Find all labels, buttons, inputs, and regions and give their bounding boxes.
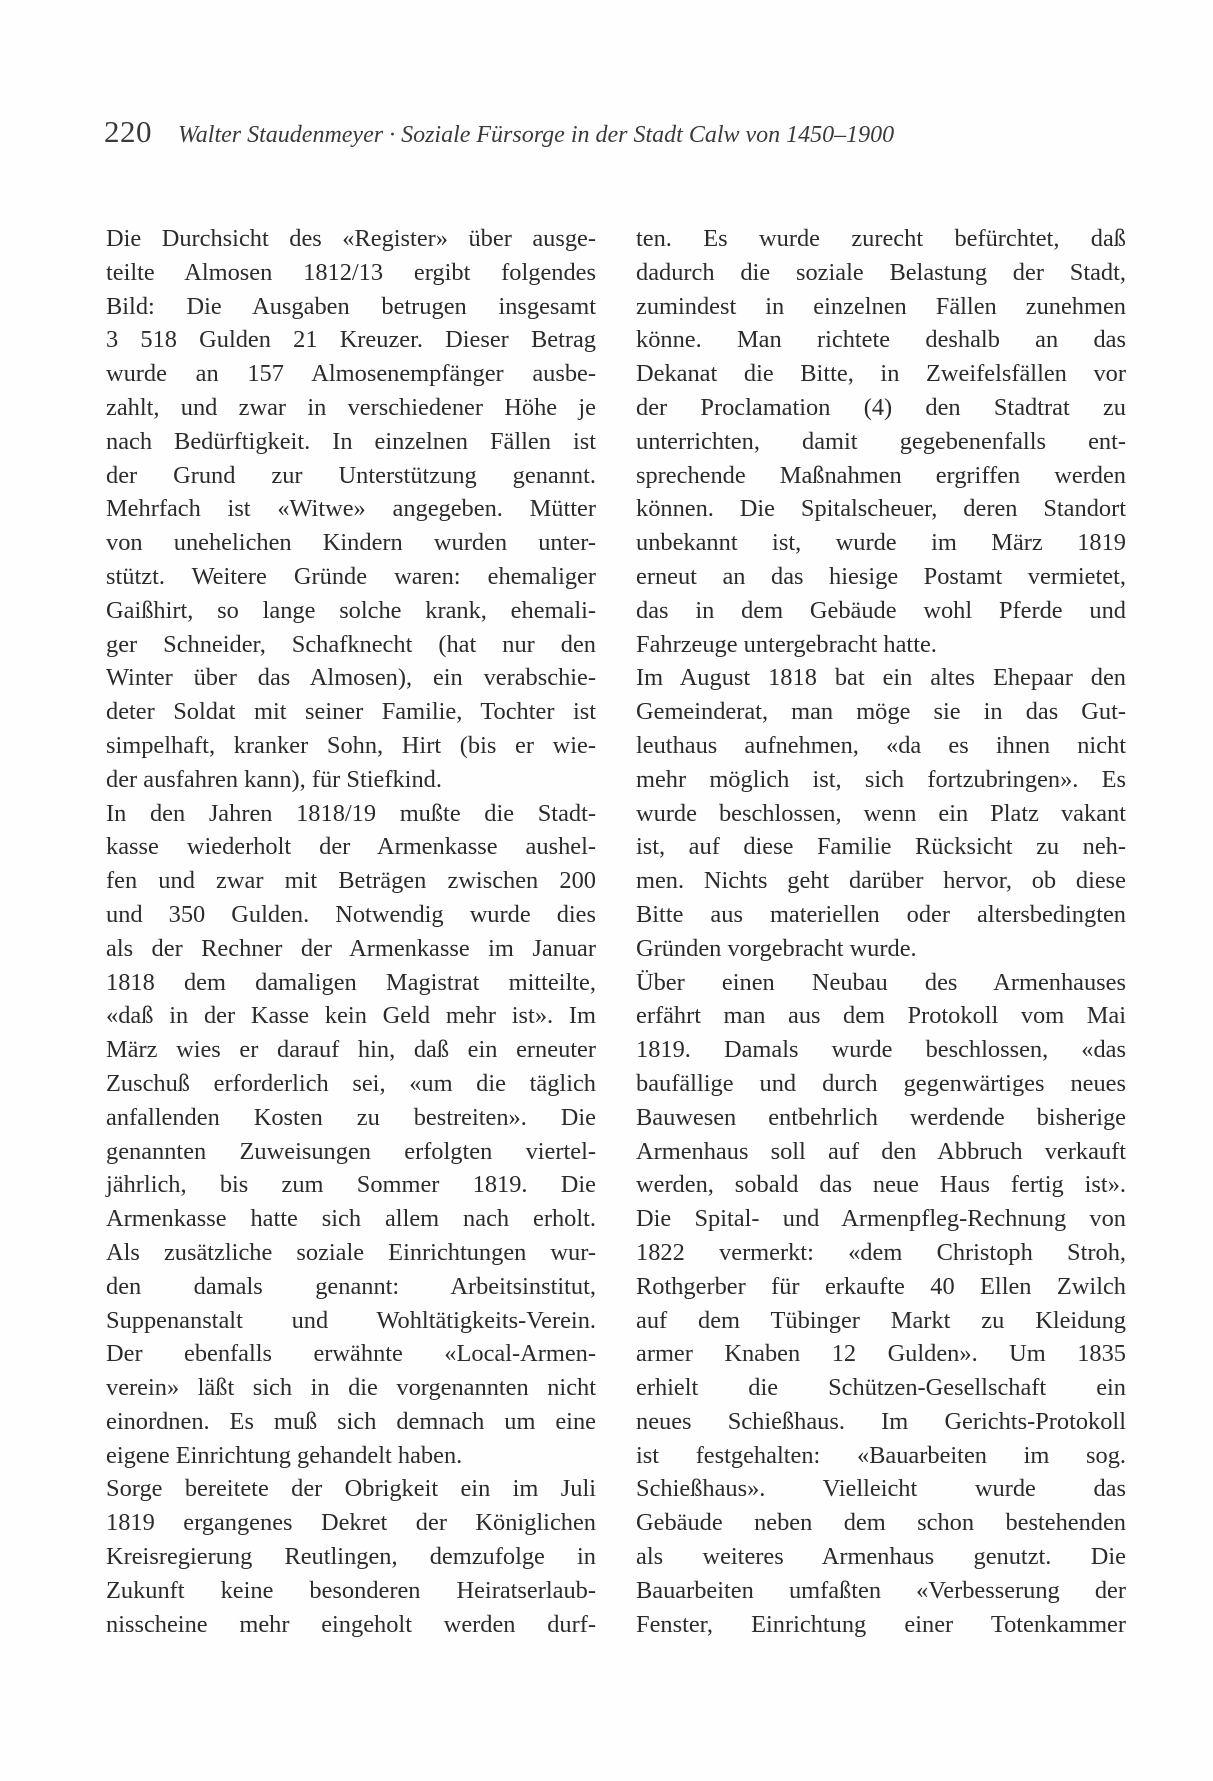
text-line: wurde an 157 Almosenempfänger ausbe-: [106, 360, 596, 388]
text-line: Gemeinderat, man möge sie in das Gut-: [636, 698, 1126, 726]
text-line: als der Rechner der Armenkasse im Januar: [106, 934, 596, 962]
text-line: teilte Almosen 1812/13 ergibt folgendes: [106, 258, 596, 286]
text-line: das in dem Gebäude wohl Pferde und: [636, 596, 1126, 624]
text-line: können. Die Spitalscheuer, deren Standort: [636, 495, 1126, 523]
text-line: 1819. Damals wurde beschlossen, «das: [636, 1036, 1126, 1064]
text-line: Gaißhirt, so lange solche krank, ehemali-: [106, 596, 596, 624]
text-line: leuthaus aufnehmen, «da es ihnen nicht: [636, 731, 1126, 759]
text-line: zumindest in einzelnen Fällen zunehmen: [636, 292, 1126, 320]
text-line: Die Spital- und Armenpfleg-Rechnung von: [636, 1205, 1126, 1233]
text-line: ten. Es wurde zurecht befürchtet, daß: [636, 225, 1126, 252]
text-line: Armenkasse hatte sich allem nach erholt.: [106, 1205, 596, 1233]
text-line: sprechende Maßnahmen ergriffen werden: [636, 461, 1126, 489]
page-number: 220: [104, 114, 152, 149]
text-line: Bild: Die Ausgaben betrugen insgesamt: [106, 292, 596, 320]
text-line: den damals genannt: Arbeitsinstitut,: [106, 1272, 596, 1300]
text-line: Mehrfach ist «Witwe» angegeben. Mütter: [106, 495, 596, 523]
text-line: Suppenanstalt und Wohltätigkeits-Verein.: [106, 1306, 596, 1334]
text-line: von unehelichen Kindern wurden unter-: [106, 529, 596, 557]
text-line: einordnen. Es muß sich demnach um eine: [106, 1407, 596, 1435]
text-line: Gründen vorgebracht wurde.: [636, 934, 917, 962]
text-line: der Proclamation (4) den Stadtrat zu: [636, 393, 1126, 421]
text-line: verein» läßt sich in die vorgenannten nicht: [106, 1374, 596, 1402]
text-line: Bitte aus materiellen oder altersbedingten: [636, 900, 1126, 928]
text-line: dadurch die soziale Belastung der Stadt,: [636, 258, 1126, 286]
text-line: In den Jahren 1818/19 mußte die Stadt-: [106, 799, 596, 827]
text-line: 1818 dem damaligen Magistrat mitteilte,: [106, 968, 596, 996]
text-line: Fenster, Einrichtung einer Totenkammer: [636, 1610, 1126, 1638]
text-line: eigene Einrichtung gehandelt haben.: [106, 1441, 463, 1469]
text-line: der Grund zur Unterstützung genannt.: [106, 461, 596, 489]
text-line: anfallenden Kosten zu bestreiten». Die: [106, 1103, 596, 1131]
text-line: 1822 vermerkt: «dem Christoph Stroh,: [636, 1238, 1126, 1266]
text-line: nach Bedürftigkeit. In einzelnen Fällen ist: [106, 427, 596, 455]
text-line: neues Schießhaus. Im Gerichts-Protokoll: [636, 1407, 1126, 1435]
text-line: Schießhaus». Vielleicht wurde das: [636, 1475, 1126, 1503]
text-line: Armenhaus soll auf den Abbruch verkauft: [636, 1137, 1126, 1165]
text-line: März wies er darauf hin, daß ein erneuter: [106, 1036, 596, 1064]
text-line: wurde beschlossen, wenn ein Platz vakant: [636, 799, 1126, 827]
text-line: und 350 Gulden. Notwendig wurde dies: [106, 900, 596, 928]
text-line: zahlt, und zwar in verschiedener Höhe je: [106, 393, 596, 421]
text-line: genannten Zuweisungen erfolgten viertel-: [106, 1137, 596, 1165]
text-line: könne. Man richtete deshalb an das: [636, 326, 1126, 354]
text-line: als weiteres Armenhaus genutzt. Die: [636, 1543, 1126, 1571]
text-line: Zuschuß erforderlich sei, «um die täglich: [106, 1069, 596, 1097]
right-text-column: [636, 222, 1126, 1641]
text-line: unterrichten, damit gegebenenfalls ent-: [636, 427, 1126, 455]
text-line: Gebäude neben dem schon bestehenden: [636, 1509, 1126, 1537]
text-line: Kreisregierung Reutlingen, demzufolge in: [106, 1543, 596, 1571]
text-line: baufällige und durch gegenwärtiges neues: [636, 1069, 1126, 1097]
text-line: Der ebenfalls erwähnte «Local-Armen-: [106, 1340, 596, 1368]
text-line: erneut an das hiesige Postamt vermietet,: [636, 562, 1126, 590]
text-line: armer Knaben 12 Gulden». Um 1835: [636, 1340, 1126, 1368]
text-line: Fahrzeuge untergebracht hatte.: [636, 630, 937, 658]
text-line: ist festgehalten: «Bauarbeiten im sog.: [636, 1441, 1126, 1469]
text-line: ger Schneider, Schafknecht (hat nur den: [106, 630, 596, 658]
text-line: Bauarbeiten umfaßten «Verbesserung der: [636, 1576, 1126, 1604]
text-line: Dekanat die Bitte, in Zweifelsfällen vor: [636, 360, 1126, 388]
text-line: auf dem Tübinger Markt zu Kleidung: [636, 1306, 1126, 1334]
text-line: Im August 1818 bat ein altes Ehepaar den: [636, 664, 1126, 692]
text-line: kasse wiederholt der Armenkasse aushel-: [106, 833, 596, 861]
text-line: der ausfahren kann), für Stiefkind.: [106, 765, 442, 793]
text-line: Winter über das Almosen), ein verabschie-: [106, 664, 596, 692]
text-line: Rothgerber für erkaufte 40 Ellen Zwilch: [636, 1272, 1126, 1300]
text-line: simpelhaft, kranker Sohn, Hirt (bis er wie-: [106, 731, 596, 759]
left-text-column: [106, 222, 596, 1641]
text-line: men. Nichts geht darüber hervor, ob diese: [636, 867, 1126, 895]
text-line: mehr möglich ist, sich fortzubringen». Es: [636, 765, 1126, 793]
text-line: erhielt die Schützen-Gesellschaft ein: [636, 1374, 1126, 1402]
text-line: Über einen Neubau des Armenhauses: [636, 968, 1126, 996]
text-line: jährlich, bis zum Sommer 1819. Die: [106, 1171, 596, 1199]
text-line: 1819 ergangenes Dekret der Königlichen: [106, 1509, 596, 1537]
text-line: Sorge bereitete der Obrigkeit ein im Juli: [106, 1475, 596, 1503]
text-line: Zukunft keine besonderen Heiratserlaub-: [106, 1576, 596, 1604]
text-line: «daß in der Kasse kein Geld mehr ist». Im: [106, 1002, 596, 1030]
text-line: ist, auf diese Familie Rücksicht zu neh-: [636, 833, 1126, 861]
text-line: unbekannt ist, wurde im März 1819: [636, 529, 1126, 557]
text-line: 3 518 Gulden 21 Kreuzer. Dieser Betrag: [106, 326, 596, 354]
text-line: stützt. Weitere Gründe waren: ehemaliger: [106, 562, 596, 590]
running-head: [104, 114, 1124, 150]
text-line: nisscheine mehr eingeholt werden durf-: [106, 1610, 596, 1638]
text-line: deter Soldat mit seiner Familie, Tochter ist: [106, 698, 596, 726]
text-line: Als zusätzliche soziale Einrichtungen wur-: [106, 1238, 596, 1266]
text-line: erfährt man aus dem Protokoll vom Mai: [636, 1002, 1126, 1030]
text-line: werden, sobald das neue Haus fertig ist».: [636, 1171, 1126, 1199]
text-line: Bauwesen entbehrlich werdende bisherige: [636, 1103, 1126, 1131]
text-line: Die Durchsicht des «Register» über ausge-: [106, 225, 596, 252]
running-title: Walter Staudenmeyer · Soziale Fürsorge in der Stadt Calw von 1450–1900: [178, 122, 895, 148]
text-line: fen und zwar mit Beträgen zwischen 200: [106, 867, 596, 895]
